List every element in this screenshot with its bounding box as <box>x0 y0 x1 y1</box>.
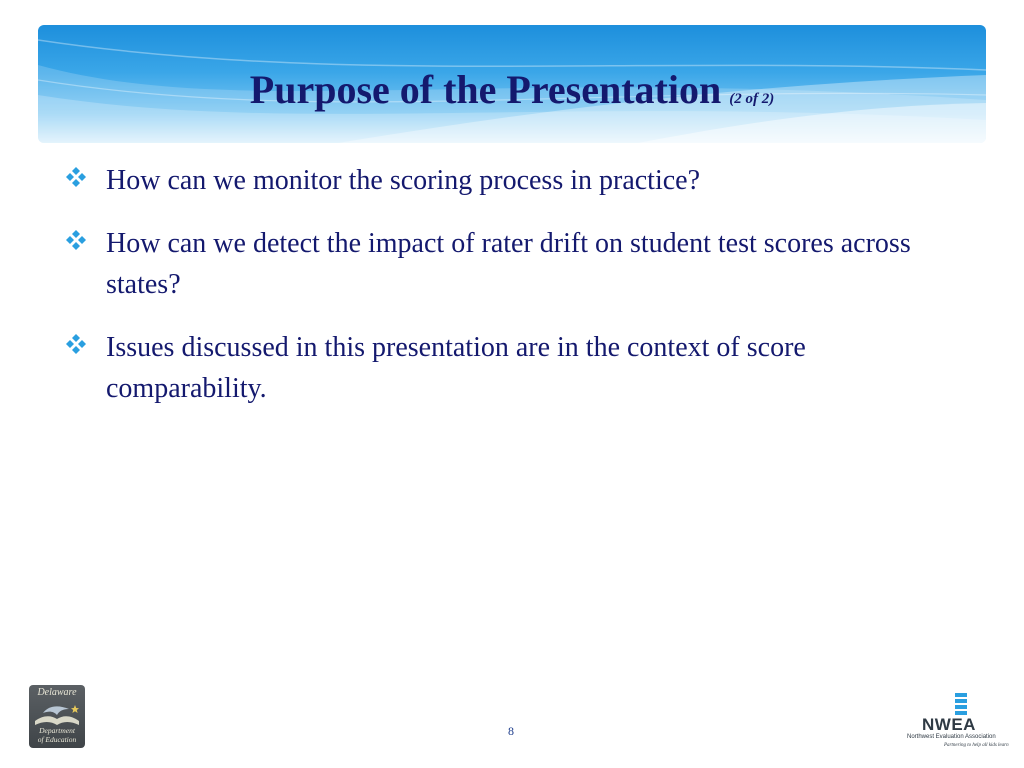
nwea-name: NWEA <box>922 715 976 734</box>
four-diamond-icon <box>64 228 88 252</box>
logo-left-line1: Department <box>39 726 75 735</box>
nwea-logo <box>904 693 1008 753</box>
slide-title <box>0 67 1024 112</box>
logo-left-top-text: Delaware <box>37 687 77 698</box>
bullet-text: How can we detect the impact of rater drift on student test scores across states? <box>106 228 911 300</box>
four-diamond-icon <box>64 165 88 189</box>
bullet-text: Issues discussed in this presentation are in the context of score comparability. <box>106 332 806 404</box>
bullet-text: How can we monitor the scoring process in practice? <box>106 165 701 196</box>
bullet-list <box>62 160 972 431</box>
bullet-item <box>62 327 972 409</box>
logo-left-line2: of Education <box>37 735 77 744</box>
title-main: Purpose of the Presentation <box>249 67 722 112</box>
book-eagle-icon <box>29 699 85 729</box>
title-suffix: (2 of 2) <box>729 91 775 107</box>
page-number: 8 <box>508 724 514 738</box>
bullet-item <box>62 160 972 201</box>
nwea-tagline: Partnering to help all kids learn <box>944 743 1009 748</box>
bullet-item <box>62 223 972 305</box>
nwea-subtitle: Northwest Evaluation Association <box>907 734 996 740</box>
delaware-doe-logo <box>29 685 85 748</box>
four-diamond-icon <box>64 332 88 356</box>
nwea-bars-icon <box>954 693 968 715</box>
